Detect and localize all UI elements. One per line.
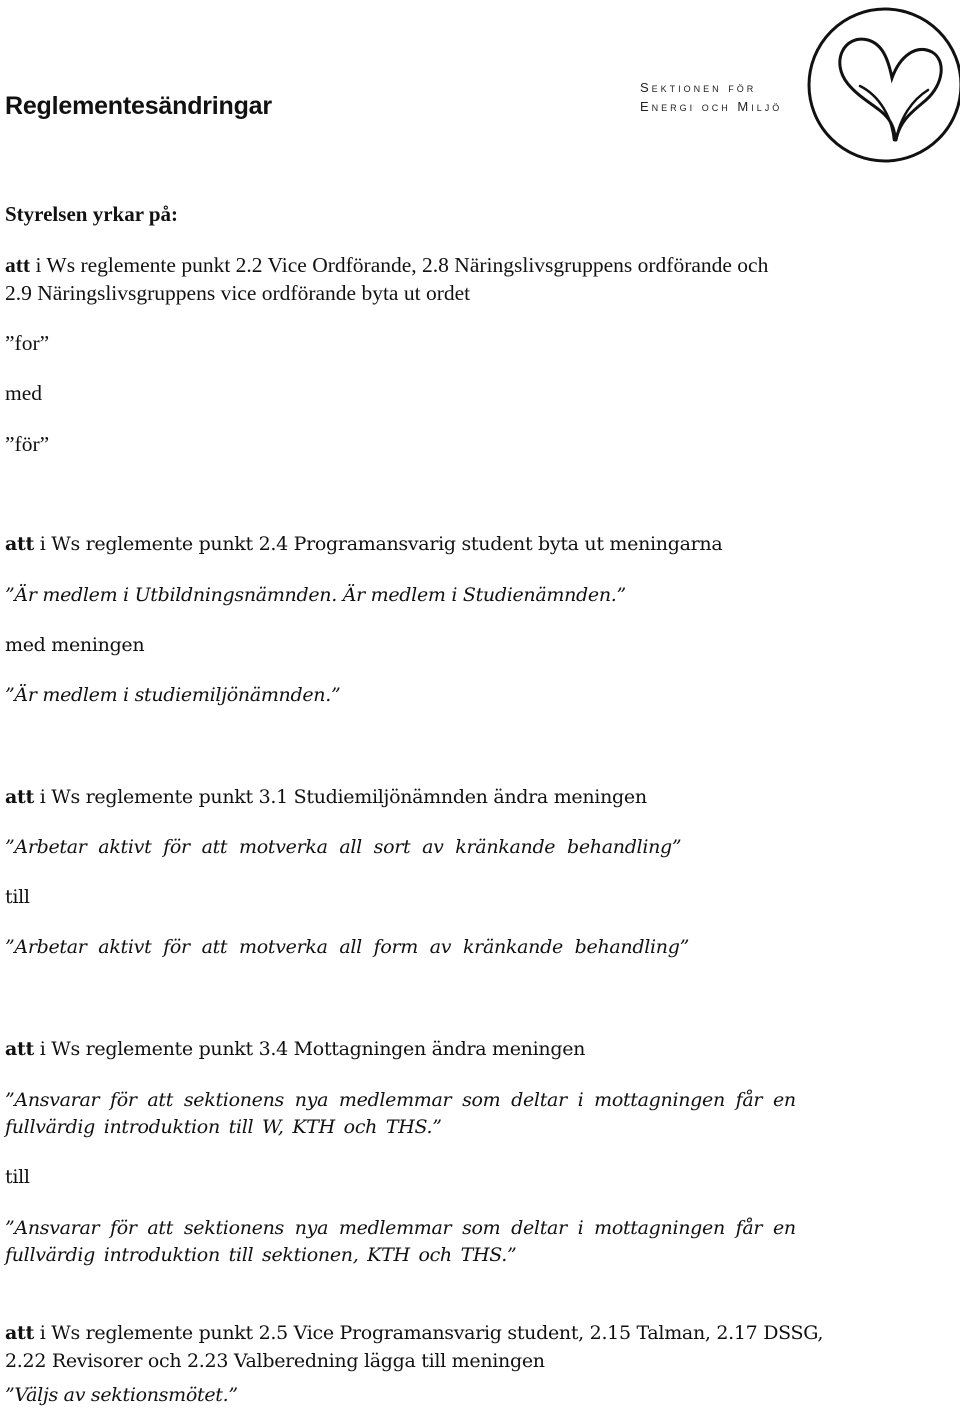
organization-name-line1: Sektionen för	[640, 80, 757, 95]
page-title: Reglementesändringar	[5, 92, 272, 120]
motion-5-line-2: 2.22 Revisorer och 2.23 Valberedning lägga till meningen	[5, 1350, 545, 1372]
motion-4-old-text-line-2: fullvärdig introduktion till W, KTH och THS.”	[5, 1116, 442, 1138]
motion-1-new-text: ”för”	[5, 432, 50, 456]
motion-att-keyword: att	[5, 1038, 34, 1060]
motion-2-new-text: ”Är medlem i studiemiljönämnden.”	[5, 684, 341, 706]
motion-5-line-1	[5, 1322, 823, 1344]
motion-3-old-text: ”Arbetar aktivt för att motverka all sort av kränkande behandling”	[5, 836, 682, 858]
motion-2-line-1	[5, 533, 722, 555]
motion-2-connector: med meningen	[5, 634, 145, 656]
motion-att-keyword: att	[5, 533, 34, 555]
motion-text: i Ws reglemente punkt 2.5 Vice Programansvarig student, 2.15 Talman, 2.17 DSSG,	[33, 1322, 824, 1344]
organization-name-line2: Energi och Miljö	[640, 99, 783, 114]
motion-att-keyword: att	[5, 1322, 34, 1344]
motion-4-old-text-line-1: ”Ansvarar för att sektionens nya medlemmar som deltar i mottagningen får en	[5, 1089, 796, 1111]
motion-text: i Ws reglemente punkt 2.2 Vice Ordförande, 2.8 Näringslivsgruppens ordförande och	[30, 253, 769, 277]
motion-3-connector: till	[5, 886, 30, 908]
section-title: Styrelsen yrkar på:	[5, 202, 179, 226]
motion-text: i Ws reglemente punkt 2.4 Programansvarig student byta ut meningarna	[33, 533, 723, 555]
motion-3-new-text: ”Arbetar aktivt för att motverka all form av kränkande behandling”	[5, 936, 689, 958]
motion-att-keyword: att	[5, 786, 34, 808]
motion-1-old-text: ”for”	[5, 331, 50, 355]
motion-4-new-text-line-1: ”Ansvarar för att sektionens nya medlemmar som deltar i mottagningen får en	[5, 1217, 796, 1239]
motion-1-line-1	[5, 253, 768, 278]
motion-3-line-1	[5, 786, 647, 808]
motion-1-connector: med	[5, 381, 43, 405]
motion-4-new-text-line-2: fullvärdig introduktion till sektionen, KTH och THS.”	[5, 1244, 517, 1266]
motion-2-old-text: ”Är medlem i Utbildningsnämnden. Är medlem i Studienämnden.”	[5, 584, 626, 606]
motion-4-connector: till	[5, 1166, 30, 1188]
motion-text: i Ws reglemente punkt 3.1 Studiemiljönämnden ändra meningen	[33, 786, 647, 808]
section-logo-icon	[800, 0, 960, 166]
motion-att-keyword: att	[5, 253, 31, 277]
motion-4-line-1	[5, 1038, 585, 1060]
motion-5-new-text: ”Väljs av sektionsmötet.”	[5, 1384, 238, 1406]
motion-text: i Ws reglemente punkt 3.4 Mottagningen ändra meningen	[33, 1038, 586, 1060]
motion-1-line-2: 2.9 Näringslivsgruppens vice ordförande byta ut ordet	[5, 281, 471, 305]
organization-name	[640, 78, 782, 116]
